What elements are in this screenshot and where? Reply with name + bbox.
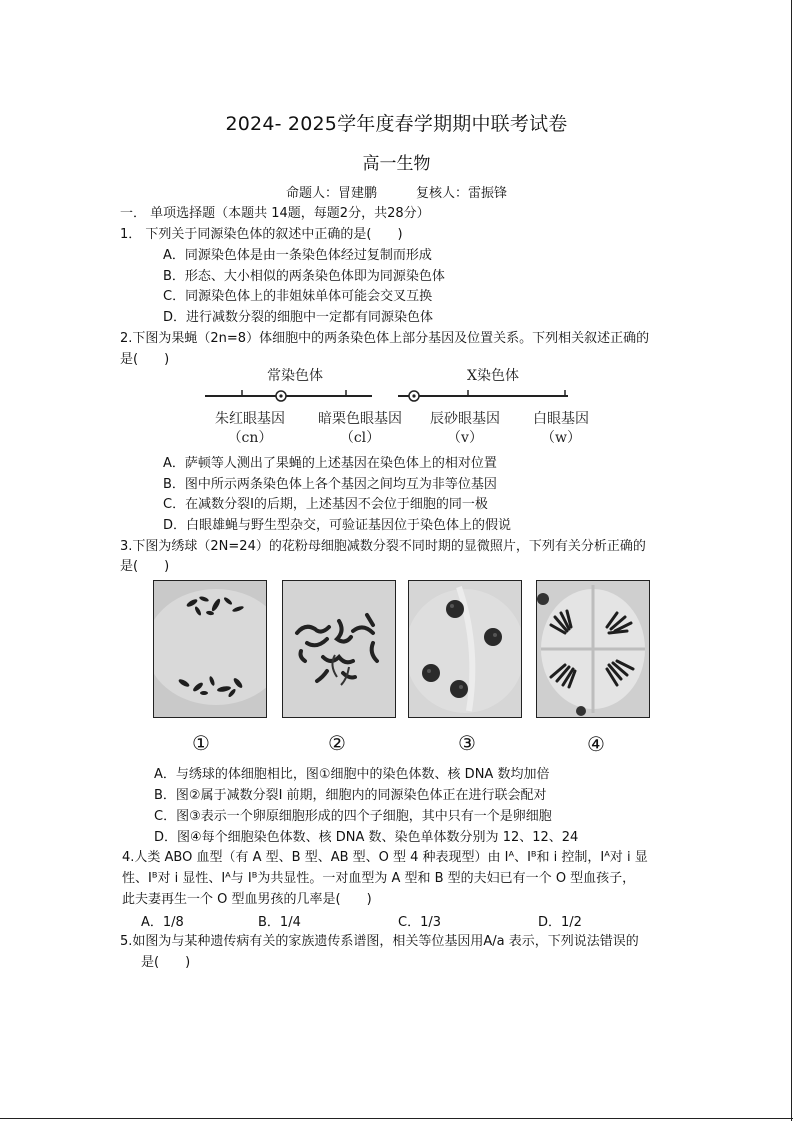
q1-option-b: B．形态、大小相似的两条染色体即为同源染色体 xyxy=(163,269,445,284)
micrograph-label-2: ② xyxy=(328,731,346,755)
q1-option-a: A．同源染色体是由一条染色体经过复制而形成 xyxy=(163,248,432,263)
gene-name-cl: 暗栗色眼基因 xyxy=(318,411,402,427)
micrograph-4 xyxy=(536,580,650,718)
micrograph-1 xyxy=(153,580,267,718)
q4-stem-line2: 性、Iᴮ对 i 显性、Iᴬ与 Iᴮ为共显性。一对血型为 A 型和 B 型的夫妇已有一个 O 型血孩子， xyxy=(122,871,636,886)
section-heading: 一． 单项选择题（本题共 14题，每题2分，共28分） xyxy=(120,206,430,221)
page-border-bottom xyxy=(0,1118,793,1119)
q1-option-c: C．同源染色体上的非姐妹单体可能会交叉互换 xyxy=(163,289,433,304)
micrograph-label-1: ① xyxy=(192,731,210,755)
subject-title: 高一生物 xyxy=(362,154,431,174)
q2-option-b: B．图中所示两条染色体上各个基因之间均互为非等位基因 xyxy=(163,477,497,492)
exam-title: 2024- 2025学年度春学期期中联考试卷 xyxy=(225,113,568,135)
q2-stem-line1: 2.下图为果蝇（2n=8）体细胞中的两条染色体上部分基因及位置关系。下列相关叙述正确的 xyxy=(120,331,650,346)
q3-option-d: D．图④每个细胞染色体数、核 DNA 数、染色单体数分别为 12、12、24 xyxy=(154,830,579,845)
q5-stem-line1: 5.如图为与某种遗传病有关的家族遗传系谱图，相关等位基因用A/a 表示，下列说法错误的 xyxy=(120,934,639,949)
q3-stem-line1: 3.下图为绣球（2N=24）的花粉母细胞减数分裂不同时期的显微照片，下列有关分析正确的 xyxy=(120,539,646,554)
gene-symbol-v: （v） xyxy=(447,430,483,446)
micrograph-label-4: ④ xyxy=(587,732,605,756)
q4-option-d: D．1/2 xyxy=(538,915,582,930)
q2-option-a: A．萨顿等人测出了果蝇的上述基因在染色体上的相对位置 xyxy=(163,456,497,471)
micrograph-2 xyxy=(282,580,396,718)
gene-name-v: 辰砂眼基因 xyxy=(430,411,500,427)
q1-stem: 1． 下列关于同源染色体的叙述中正确的是( ) xyxy=(120,227,403,242)
gene-name-cn: 朱红眼基因 xyxy=(215,411,285,427)
gene-symbol-cn: （cn） xyxy=(227,430,273,446)
q3-option-a: A．与绣球的体细胞相比，图①细胞中的染色体数、核 DNA 数均加倍 xyxy=(154,767,550,782)
x-chromosome-label: X染色体 xyxy=(467,368,519,384)
q5-stem-line2: 是( ) xyxy=(141,955,191,970)
gene-symbol-cl: （cl） xyxy=(339,430,381,446)
micrograph-4-image xyxy=(537,581,649,717)
micrograph-2-image xyxy=(283,581,395,717)
q4-option-b: B．1/4 xyxy=(258,915,301,930)
chromosome-lines xyxy=(200,366,600,406)
q4-option-c: C．1/3 xyxy=(398,915,441,930)
micrograph-3-image xyxy=(409,581,521,717)
autosome-label: 常染色体 xyxy=(267,368,323,384)
gene-name-w: 白眼基因 xyxy=(533,411,589,427)
gene-symbol-w: （w） xyxy=(541,430,581,446)
q3-option-c: C．图③表示一个卵原细胞形成的四个子细胞，其中只有一个是卵细胞 xyxy=(154,809,552,824)
q2-stem-line2: 是( ) xyxy=(120,352,170,367)
q4-stem-line1: 4.人类 ABO 血型（有 A 型、B 型、AB 型、O 型 4 种表现型）由 Iᴬ、Iᴮ和 i 控制，Iᴬ对 i 显 xyxy=(122,850,648,865)
micrograph-3 xyxy=(408,580,522,718)
q2-option-c: C．在减数分裂Ⅰ的后期，上述基因不会位于细胞的同一极 xyxy=(163,497,488,512)
q1-option-d: D．进行减数分裂的细胞中一定都有同源染色体 xyxy=(163,310,434,325)
q3-option-b: B．图②属于减数分裂Ⅰ 前期，细胞内的同源染色体正在进行联会配对 xyxy=(154,788,547,803)
author-line: 命题人：冒建鹏 复核人：雷振锋 xyxy=(285,186,507,201)
q4-stem-line3: 此夫妻再生一个 O 型血男孩的几率是( ) xyxy=(122,892,372,907)
q4-option-a: A．1/8 xyxy=(141,915,184,930)
micrograph-1-image xyxy=(154,581,266,717)
q2-option-d: D．白眼雄蝇与野生型杂交，可验证基因位于染色体上的假说 xyxy=(163,518,512,533)
q3-stem-line2: 是( ) xyxy=(120,559,170,574)
micrograph-label-3: ③ xyxy=(458,731,476,755)
